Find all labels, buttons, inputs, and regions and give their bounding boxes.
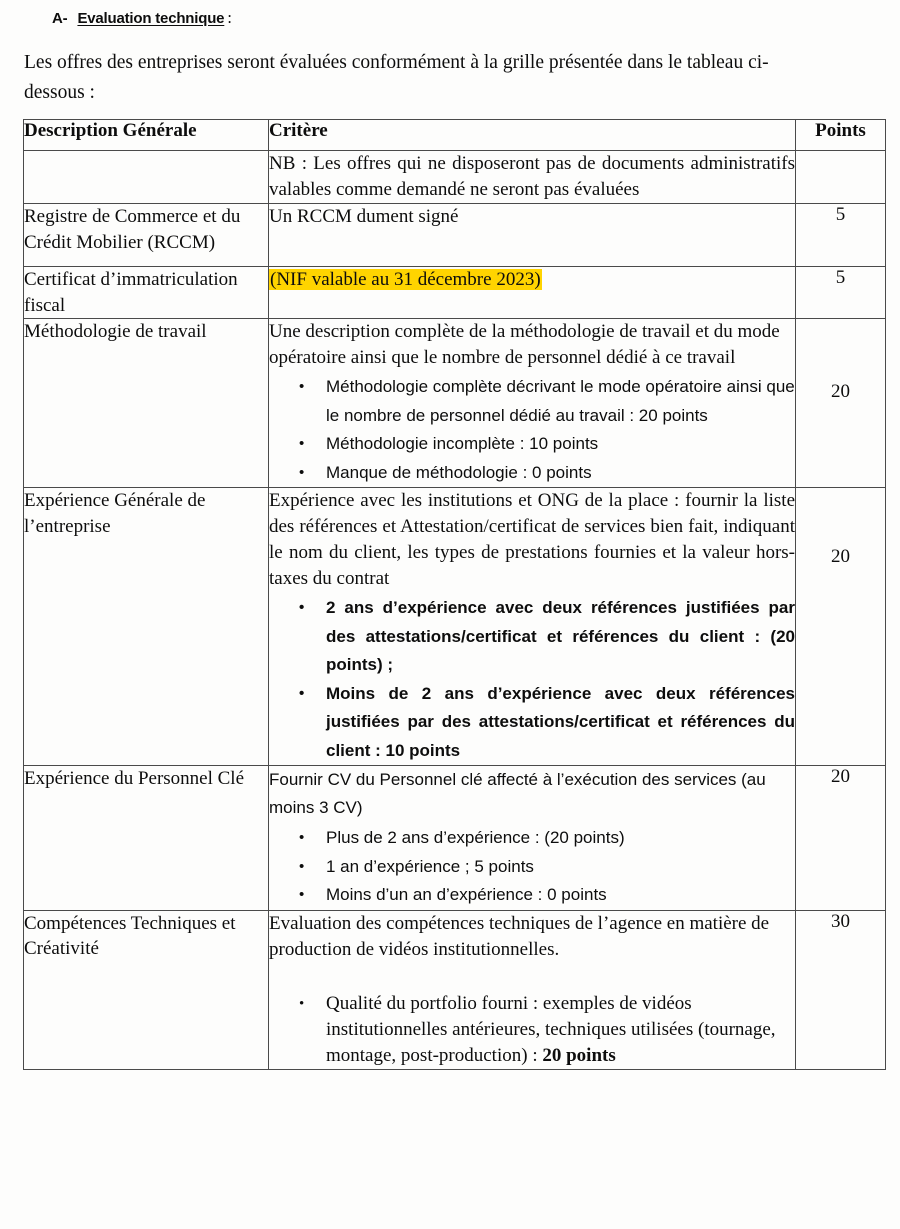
criterion-bullet-list xyxy=(269,991,795,1069)
list-item: • Plus de 2 ans d’expérience : (20 points) xyxy=(269,824,795,853)
cell-points: 30 xyxy=(796,910,886,1069)
cell-criterion xyxy=(269,319,796,488)
criterion-text: Evaluation des compétences techniques de l’agence en matière de production de vidéos institutionnelles. xyxy=(269,912,770,960)
cell-criterion xyxy=(269,910,796,1069)
cell-description: Compétences Techniques et Créativité xyxy=(24,910,269,1069)
list-item-text: Qualité du portfolio fourni : exemples de vidéos institutionnelles antérieures, techniques utilisées (tournage, montage, post-production) : xyxy=(326,992,776,1066)
cell-description: Méthodologie de travail xyxy=(24,319,269,488)
section-marker: A- xyxy=(52,10,68,27)
cell-points: 5 xyxy=(796,267,886,319)
criterion-bullet-list xyxy=(269,594,795,765)
list-item xyxy=(269,991,795,1069)
section-title: Evaluation technique xyxy=(77,10,225,27)
cell-points: 20 xyxy=(796,488,886,766)
table-row xyxy=(24,319,886,488)
cell-points xyxy=(796,151,886,204)
cell-description xyxy=(24,151,269,204)
intro-paragraph xyxy=(24,48,886,108)
table-row xyxy=(24,267,886,319)
cell-criterion xyxy=(269,766,796,911)
table-row xyxy=(24,204,886,267)
list-item: • 2 ans d’expérience avec deux références justifiées par des attestations/certificat et références du client : (20 points) ; xyxy=(269,594,795,680)
intro-line-2: dessous : xyxy=(24,82,95,103)
cell-criterion: Un RCCM dument signé xyxy=(269,204,796,267)
criterion-text: Une description complète de la méthodologie de travail et du mode opératoire ainsi que le nombre de personnel dédié à ce travail xyxy=(269,321,780,368)
list-item: • Méthodologie incomplète : 10 points xyxy=(269,430,795,459)
cell-description: Certificat d’immatriculation fiscal xyxy=(24,267,269,319)
section-colon: : xyxy=(227,8,232,27)
table-row xyxy=(24,151,886,204)
list-item: • Moins d’un an d’expérience : 0 points xyxy=(269,881,795,910)
header-criterion: Critère xyxy=(269,120,796,151)
list-item-points: 20 points xyxy=(542,1044,616,1066)
cell-criterion: NB : Les offres qui ne disposeront pas de documents administratifs valables comme demandé ne seront pas évaluées xyxy=(269,151,796,204)
spacer xyxy=(269,963,795,989)
cell-points: 5 xyxy=(796,204,886,267)
table-row xyxy=(24,910,886,1069)
cell-points: 20 xyxy=(796,319,886,488)
list-item: • 1 an d’expérience ; 5 points xyxy=(269,853,795,882)
cell-criterion xyxy=(269,267,796,319)
table-row xyxy=(24,766,886,911)
cell-points: 20 xyxy=(796,766,886,911)
section-heading xyxy=(52,8,232,28)
criterion-text: Fournir CV du Personnel clé affecté à l’exécution des services (au moins 3 CV) xyxy=(269,770,766,817)
highlighted-text: (NIF valable au 31 décembre 2023) xyxy=(270,269,541,290)
table-header-row xyxy=(24,120,886,151)
cell-description: Expérience Générale de l’entreprise xyxy=(24,488,269,766)
list-item: • Méthodologie complète décrivant le mode opératoire ainsi que le nombre de personnel dédié au travail : 20 points xyxy=(269,373,795,430)
list-item: • Moins de 2 ans d’expérience avec deux références justifiées par des attestations/certificat et références du client : 10 points xyxy=(269,680,795,766)
cell-criterion xyxy=(269,488,796,766)
criterion-text: Expérience avec les institutions et ONG de la place : fournir la liste des références et Attestation/certificat de services bien fait, indiquant le nom du client, les types de prestations fournies et la valeur hors-taxes du contrat xyxy=(269,490,795,589)
evaluation-grid-table xyxy=(23,119,886,1070)
intro-line-1: Les offres des entreprises seront évaluées conformément à la grille présentée dans le tableau ci- xyxy=(24,52,769,73)
table-row xyxy=(24,488,886,766)
cell-description: Expérience du Personnel Clé xyxy=(24,766,269,911)
criterion-bullet-list xyxy=(269,824,795,910)
cell-description: Registre de Commerce et du Crédit Mobilier (RCCM) xyxy=(24,204,269,267)
criterion-bullet-list xyxy=(269,373,795,487)
header-description: Description Générale xyxy=(24,120,269,151)
list-item: • Manque de méthodologie : 0 points xyxy=(269,459,795,488)
header-points: Points xyxy=(796,120,886,151)
